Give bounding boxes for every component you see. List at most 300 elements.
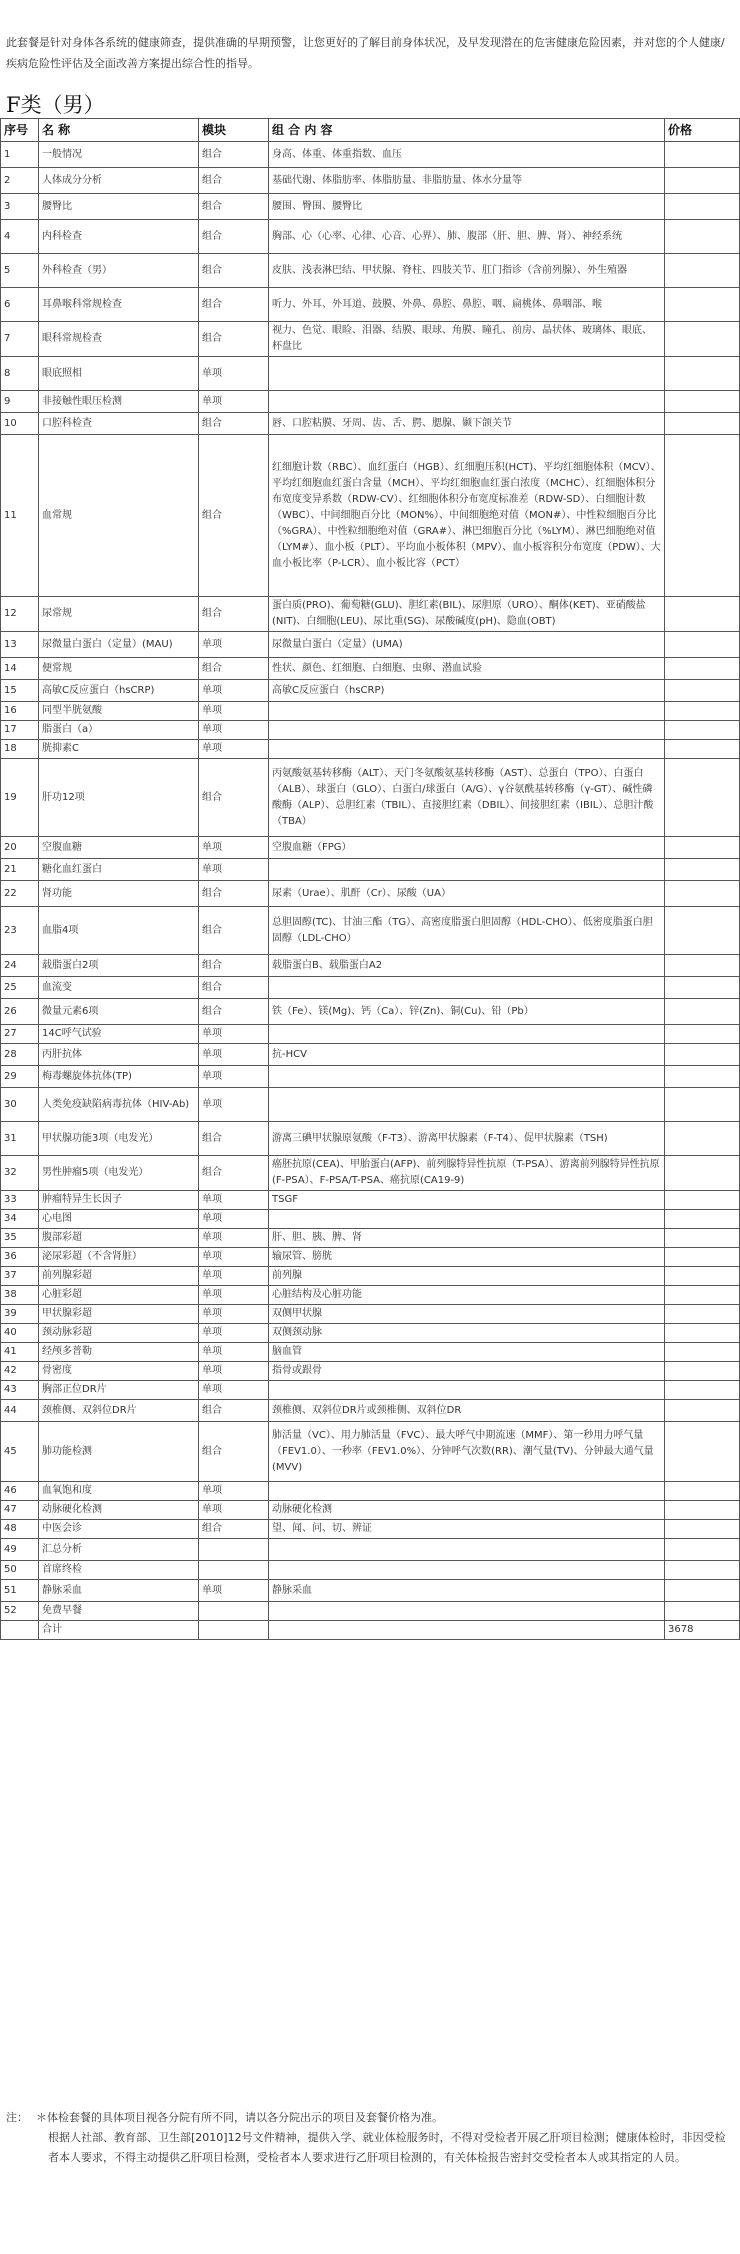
item-module: 单项	[199, 391, 269, 413]
item-price	[665, 977, 740, 999]
item-name: 静脉采血	[39, 1580, 199, 1602]
total-module-cell	[199, 1621, 269, 1640]
item-price	[665, 1362, 740, 1381]
item-price	[665, 955, 740, 977]
row-number: 37	[1, 1267, 39, 1286]
row-number: 50	[1, 1561, 39, 1580]
table-row	[1, 999, 740, 1025]
row-number: 10	[1, 413, 39, 435]
item-module: 单项	[199, 680, 269, 702]
item-content: 心脏结构及心脏功能	[269, 1286, 665, 1305]
item-name: 经颅多普勒	[39, 1343, 199, 1362]
item-price	[665, 435, 740, 597]
item-module: 单项	[199, 1482, 269, 1501]
item-content: 颈椎侧、双斜位DR片或颈椎侧、双斜位DR	[269, 1400, 665, 1422]
item-module: 单项	[199, 357, 269, 391]
table-row	[1, 1602, 740, 1621]
item-price	[665, 194, 740, 220]
table-row	[1, 391, 740, 413]
total-row	[1, 1621, 740, 1640]
item-price	[665, 1400, 740, 1422]
item-content	[269, 1066, 665, 1088]
table-row	[1, 1229, 740, 1248]
item-content	[269, 1561, 665, 1580]
table-row	[1, 142, 740, 168]
item-module: 组合	[199, 1400, 269, 1422]
row-number: 44	[1, 1400, 39, 1422]
row-number: 28	[1, 1044, 39, 1066]
table-row	[1, 1122, 740, 1156]
item-name: 糖化血红蛋白	[39, 859, 199, 881]
item-module: 组合	[199, 759, 269, 837]
notes-label: 注：	[6, 2111, 28, 2124]
package-title: F类（男）	[6, 93, 105, 117]
table-row	[1, 1324, 740, 1343]
item-content: 望、闻、问、切、辨证	[269, 1520, 665, 1539]
item-name: 免费早餐	[39, 1602, 199, 1621]
item-module: 组合	[199, 1156, 269, 1191]
item-content	[269, 1381, 665, 1400]
item-name: 肺功能检测	[39, 1422, 199, 1482]
row-number: 16	[1, 702, 39, 721]
item-price	[665, 1267, 740, 1286]
item-module: 单项	[199, 1191, 269, 1210]
total-price: 3678	[665, 1621, 740, 1640]
table-row	[1, 1191, 740, 1210]
item-module: 单项	[199, 632, 269, 658]
row-number: 14	[1, 658, 39, 680]
item-name: 颈椎侧、双斜位DR片	[39, 1400, 199, 1422]
item-price	[665, 1580, 740, 1602]
item-name: 前列腺彩超	[39, 1267, 199, 1286]
item-price	[665, 1088, 740, 1122]
table-row	[1, 881, 740, 907]
item-price	[665, 1305, 740, 1324]
row-number: 34	[1, 1210, 39, 1229]
item-name: 便常规	[39, 658, 199, 680]
item-name: 血脂4项	[39, 907, 199, 955]
row-number: 17	[1, 721, 39, 740]
item-content: 抗-HCV	[269, 1044, 665, 1066]
item-price	[665, 322, 740, 357]
table-row	[1, 1286, 740, 1305]
item-name: 微量元素6项	[39, 999, 199, 1025]
item-name: 肿瘤特异生长因子	[39, 1191, 199, 1210]
row-number: 3	[1, 194, 39, 220]
item-module: 组合	[199, 955, 269, 977]
item-module: 单项	[199, 1324, 269, 1343]
item-module: 组合	[199, 881, 269, 907]
table-row	[1, 1088, 740, 1122]
item-module: 组合	[199, 254, 269, 288]
item-price	[665, 1248, 740, 1267]
item-name: 丙肝抗体	[39, 1044, 199, 1066]
item-module: 单项	[199, 1381, 269, 1400]
item-content: 双侧颈动脉	[269, 1324, 665, 1343]
row-number: 20	[1, 837, 39, 859]
item-module: 单项	[199, 1248, 269, 1267]
item-price	[665, 1602, 740, 1621]
item-content: 肺活量（VC）、用力肺活量（FVC）、最大呼气中期流速（MMF）、第一秒用力呼气量（FEV1.0）、一秒率（FEV1.0%）、分钟呼气次数(RR)、潮气量(TV)、分钟最大通气量(MVV)	[269, 1422, 665, 1482]
item-content	[269, 859, 665, 881]
table-row	[1, 1561, 740, 1580]
item-price	[665, 1286, 740, 1305]
item-price	[665, 837, 740, 859]
table-row	[1, 1580, 740, 1602]
table-row	[1, 1044, 740, 1066]
row-number: 39	[1, 1305, 39, 1324]
table-row	[1, 955, 740, 977]
table-row	[1, 1025, 740, 1044]
item-price	[665, 1066, 740, 1088]
item-content	[269, 977, 665, 999]
total-label: 合计	[39, 1621, 199, 1640]
item-content: 丙氨酸氨基转移酶（ALT）、天门冬氨酸氨基转移酶（AST）、总蛋白（TPO）、白蛋白（ALB）、球蛋白（GLO）、白蛋白/球蛋白（A/G）、γ谷氨酰基转移酶（γ-GT）、碱性磷酸酶（ALP）、总胆红素（TBIL）、直接胆红素（DBIL）、间接胆红素（IBIL）、总胆汁酸（TBA）	[269, 759, 665, 837]
row-number: 27	[1, 1025, 39, 1044]
item-price	[665, 658, 740, 680]
row-number: 42	[1, 1362, 39, 1381]
item-content: 皮肤、浅表淋巴结、甲状腺、脊柱、四肢关节、肛门指诊（含前列腺）、外生殖器	[269, 254, 665, 288]
item-name: 动脉硬化检测	[39, 1501, 199, 1520]
item-content: 脑血管	[269, 1343, 665, 1362]
item-module: 单项	[199, 721, 269, 740]
item-name: 心电图	[39, 1210, 199, 1229]
item-name: 甲状腺功能3项（电发光）	[39, 1122, 199, 1156]
item-name: 中医会诊	[39, 1520, 199, 1539]
item-content: 双侧甲状腺	[269, 1305, 665, 1324]
item-content	[269, 357, 665, 391]
row-number: 29	[1, 1066, 39, 1088]
item-name: 外科检查（男）	[39, 254, 199, 288]
item-price	[665, 1561, 740, 1580]
item-name: 人类免疫缺陷病毒抗体（HIV-Ab)	[39, 1088, 199, 1122]
table-row	[1, 1362, 740, 1381]
item-module: 组合	[199, 977, 269, 999]
table-row	[1, 168, 740, 194]
table-row	[1, 658, 740, 680]
row-number: 1	[1, 142, 39, 168]
item-module: 组合	[199, 597, 269, 632]
item-price	[665, 391, 740, 413]
item-name: 载脂蛋白2项	[39, 955, 199, 977]
item-price	[665, 759, 740, 837]
item-module: 组合	[199, 1122, 269, 1156]
item-module: 组合	[199, 907, 269, 955]
row-number: 26	[1, 999, 39, 1025]
item-price	[665, 721, 740, 740]
item-content: 尿素（Urae）、肌酐（Cr）、尿酸（UA）	[269, 881, 665, 907]
item-content	[269, 702, 665, 721]
table-row	[1, 194, 740, 220]
row-number: 9	[1, 391, 39, 413]
item-name: 一般情况	[39, 142, 199, 168]
row-number: 19	[1, 759, 39, 837]
item-name: 口腔科检查	[39, 413, 199, 435]
item-content: 胸部、心（心率、心律、心音、心界）、肺、腹部（肝、胆、脾、肾）、神经系统	[269, 220, 665, 254]
row-number: 7	[1, 322, 39, 357]
header-module: 模块	[199, 119, 269, 142]
row-number: 2	[1, 168, 39, 194]
item-module: 单项	[199, 1343, 269, 1362]
item-module: 组合	[199, 288, 269, 322]
row-number: 11	[1, 435, 39, 597]
table-row	[1, 1539, 740, 1561]
table-row	[1, 907, 740, 955]
item-content: 前列腺	[269, 1267, 665, 1286]
item-content: 铁（Fe）、镁(Mg)、钙（Ca）、锌(Zn)、铜(Cu)、铅（Pb）	[269, 999, 665, 1025]
item-name: 空腹血糖	[39, 837, 199, 859]
item-price	[665, 999, 740, 1025]
item-content: 腰围、臀围、腰臀比	[269, 194, 665, 220]
item-name: 14C呼气试验	[39, 1025, 199, 1044]
table-row	[1, 1210, 740, 1229]
item-name: 腹部彩超	[39, 1229, 199, 1248]
item-name: 血氧饱和度	[39, 1482, 199, 1501]
table-row	[1, 740, 740, 759]
notes-line-1: ＊体检套餐的具体项目视各分院有所不同，请以各分院出示的项目及套餐价格为准。	[36, 2111, 443, 2124]
item-price	[665, 254, 740, 288]
header-name: 名 称	[39, 119, 199, 142]
table-row	[1, 680, 740, 702]
table-row	[1, 1501, 740, 1520]
item-name: 耳鼻喉科常规检查	[39, 288, 199, 322]
item-content: 静脉采血	[269, 1580, 665, 1602]
item-content: 性状、颜色、红细胞、白细胞、虫卵、潜血试验	[269, 658, 665, 680]
item-price	[665, 1381, 740, 1400]
item-module: 组合	[199, 999, 269, 1025]
table-row	[1, 1381, 740, 1400]
row-number: 18	[1, 740, 39, 759]
item-price	[665, 288, 740, 322]
item-name: 首席终检	[39, 1561, 199, 1580]
row-number: 15	[1, 680, 39, 702]
item-module: 单项	[199, 1501, 269, 1520]
item-module: 单项	[199, 1229, 269, 1248]
row-number: 43	[1, 1381, 39, 1400]
notes-line-2: 根据人社部、教育部、卫生部[2010]12号文件精神，提供入学、就业体检服务时，不得对受检者开展乙肝项目检测；健康体检时，非因受检者本人要求，不得主动提供乙肝项目检测，受检者本人要求进行乙肝项目检测的，有关体检报告密封交受检者本人或其指定的人员。	[48, 2131, 726, 2164]
table-row	[1, 702, 740, 721]
item-content	[269, 740, 665, 759]
row-number: 30	[1, 1088, 39, 1122]
item-module: 单项	[199, 1088, 269, 1122]
item-price	[665, 1501, 740, 1520]
item-price	[665, 632, 740, 658]
item-name: 同型半胱氨酸	[39, 702, 199, 721]
item-content: 尿微量白蛋白（定量）(UMA)	[269, 632, 665, 658]
item-module: 单项	[199, 837, 269, 859]
table-row	[1, 357, 740, 391]
table-row	[1, 977, 740, 999]
item-price	[665, 413, 740, 435]
item-name: 男性肿瘤5项（电发光）	[39, 1156, 199, 1191]
item-module: 单项	[199, 740, 269, 759]
item-price	[665, 1229, 740, 1248]
item-content	[269, 1602, 665, 1621]
row-number: 31	[1, 1122, 39, 1156]
row-number: 52	[1, 1602, 39, 1621]
item-name: 肝功12项	[39, 759, 199, 837]
item-module: 组合	[199, 658, 269, 680]
item-module: 单项	[199, 1267, 269, 1286]
table-row	[1, 721, 740, 740]
item-name: 尿微量白蛋白（定量）(MAU)	[39, 632, 199, 658]
item-price	[665, 1210, 740, 1229]
table-row	[1, 1343, 740, 1362]
item-content	[269, 391, 665, 413]
item-price	[665, 1520, 740, 1539]
item-content: 总胆固醇(TC)、甘油三酯（TG）、高密度脂蛋白胆固醇（HDL-CHO）、低密度脂蛋白胆固醇（LDL-CHO）	[269, 907, 665, 955]
item-price	[665, 680, 740, 702]
row-number: 40	[1, 1324, 39, 1343]
row-number: 12	[1, 597, 39, 632]
item-module: 组合	[199, 220, 269, 254]
item-price	[665, 1191, 740, 1210]
item-content: 肝、胆、胰、脾、肾	[269, 1229, 665, 1248]
item-content: 输尿管、膀胱	[269, 1248, 665, 1267]
table-row	[1, 1267, 740, 1286]
row-number: 32	[1, 1156, 39, 1191]
item-name: 胱抑素C	[39, 740, 199, 759]
item-module: 组合	[199, 194, 269, 220]
item-name: 血常规	[39, 435, 199, 597]
item-price	[665, 1482, 740, 1501]
item-price	[665, 740, 740, 759]
item-price	[665, 1156, 740, 1191]
intro-text: 此套餐是针对身体各系统的健康筛查，提供准确的早期预警，让您更好的了解目前身体状况，及早发现潜在的危害健康危险因素，并对您的个人健康/疾病危险性评估及全面改善方案提出综合性的指导。	[6, 36, 725, 70]
row-number: 22	[1, 881, 39, 907]
item-name: 血流变	[39, 977, 199, 999]
item-content	[269, 721, 665, 740]
row-number: 25	[1, 977, 39, 999]
table-row	[1, 288, 740, 322]
table-row	[1, 254, 740, 288]
row-number: 24	[1, 955, 39, 977]
item-content: 游离三碘甲状腺原氨酸（F-T3）、游离甲状腺素（F-T4）、促甲状腺素（TSH)	[269, 1122, 665, 1156]
item-name: 内科检查	[39, 220, 199, 254]
item-price	[665, 859, 740, 881]
table-row	[1, 759, 740, 837]
item-price	[665, 1539, 740, 1561]
item-name: 颈动脉彩超	[39, 1324, 199, 1343]
table-row	[1, 1422, 740, 1482]
item-module: 组合	[199, 435, 269, 597]
item-module: 单项	[199, 1362, 269, 1381]
total-no-cell	[1, 1621, 39, 1640]
item-content: 动脉硬化检测	[269, 1501, 665, 1520]
item-content: TSGF	[269, 1191, 665, 1210]
item-content: 唇、口腔粘膜、牙周、齿、舌、腭、腮腺、颞下颌关节	[269, 413, 665, 435]
item-name: 尿常规	[39, 597, 199, 632]
item-content	[269, 1539, 665, 1561]
item-price	[665, 1343, 740, 1362]
item-module	[199, 1561, 269, 1580]
notes	[6, 2108, 732, 2168]
row-number: 51	[1, 1580, 39, 1602]
package-table	[0, 118, 740, 1640]
table-row	[1, 413, 740, 435]
item-module: 组合	[199, 142, 269, 168]
table-row	[1, 435, 740, 597]
item-name: 眼科常规检查	[39, 322, 199, 357]
item-name: 汇总分析	[39, 1539, 199, 1561]
table-row	[1, 322, 740, 357]
item-content: 红细胞计数（RBC）、血红蛋白（HGB）、红细胞压积(HCT)、平均红细胞体积（MCV）、平均红细胞血红蛋白含量（MCH）、平均红细胞血红蛋白浓度（MCHC）、红细胞体积分布宽度变异系数（RDW-CV）、红细胞体积分布宽度标准差（RDW-SD）、白细胞计数（WBC）、中间细胞百分比（MON%）、中间细胞绝对值（MON#）、中性粒细胞百分比（%GRA）、中性粒细胞绝对值（GRA#）、淋巴细胞百分比（%LYM）、淋巴细胞绝对值（LYM#）、血小板（PLT）、平均血小板体积（MPV）、血小板容积分布宽度（PDW）、大血小板比率（P-LCR）、血小板比容（PCT）	[269, 435, 665, 597]
item-module: 单项	[199, 1305, 269, 1324]
item-price	[665, 1422, 740, 1482]
item-module: 单项	[199, 1044, 269, 1066]
table-row	[1, 1305, 740, 1324]
item-module: 组合	[199, 1520, 269, 1539]
item-content	[269, 1025, 665, 1044]
item-name: 高敏C反应蛋白（hsCRP)	[39, 680, 199, 702]
item-content: 空腹血糖（FPG）	[269, 837, 665, 859]
item-price	[665, 1044, 740, 1066]
item-price	[665, 357, 740, 391]
item-content: 载脂蛋白B、载脂蛋白A2	[269, 955, 665, 977]
item-module: 单项	[199, 702, 269, 721]
table-row	[1, 1248, 740, 1267]
item-module: 组合	[199, 413, 269, 435]
item-price	[665, 702, 740, 721]
header-content: 组 合 内 容	[269, 119, 665, 142]
item-name: 眼底照相	[39, 357, 199, 391]
item-module: 组合	[199, 168, 269, 194]
row-number: 46	[1, 1482, 39, 1501]
item-price	[665, 1122, 740, 1156]
item-content: 癌胚抗原(CEA)、甲胎蛋白(AFP)、前列腺特异性抗原（T-PSA）、游离前列腺特异性抗原(F-PSA）、F-PSA/T-PSA、癌抗原(CA19-9)	[269, 1156, 665, 1191]
item-module: 单项	[199, 1066, 269, 1088]
row-number: 38	[1, 1286, 39, 1305]
item-content: 视力、色觉、眼睑、泪器、结膜、眼球、角膜、瞳孔、前房、晶状体、玻璃体、眼底、杯盘比	[269, 322, 665, 357]
item-module	[199, 1539, 269, 1561]
table-row	[1, 837, 740, 859]
row-number: 35	[1, 1229, 39, 1248]
row-number: 49	[1, 1539, 39, 1561]
table-row	[1, 1520, 740, 1539]
item-name: 胸部正位DR片	[39, 1381, 199, 1400]
table-row	[1, 1482, 740, 1501]
item-content	[269, 1088, 665, 1122]
item-content: 蛋白质(PRO)、葡萄糖(GLU)、胆红素(BIL)、尿胆原（URO）、酮体(KET)、亚硝酸盐(NIT)、白细胞(LEU)、尿比重(SG)、尿酸碱度(pH)、隐血(OBT)	[269, 597, 665, 632]
item-name: 骨密度	[39, 1362, 199, 1381]
row-number: 36	[1, 1248, 39, 1267]
item-module: 组合	[199, 1422, 269, 1482]
item-price	[665, 907, 740, 955]
item-module: 单项	[199, 1580, 269, 1602]
item-name: 腰臀比	[39, 194, 199, 220]
item-price	[665, 1324, 740, 1343]
table-row	[1, 597, 740, 632]
item-price	[665, 881, 740, 907]
item-name: 甲状腺彩超	[39, 1305, 199, 1324]
item-module: 单项	[199, 1210, 269, 1229]
table-row	[1, 859, 740, 881]
table-row	[1, 220, 740, 254]
table-row	[1, 1400, 740, 1422]
item-module: 组合	[199, 322, 269, 357]
item-name: 脂蛋白（a）	[39, 721, 199, 740]
item-content: 听力、外耳、外耳道、鼓膜、外鼻、鼻腔、鼻腔、咽、扁桃体、鼻咽部、喉	[269, 288, 665, 322]
table-row	[1, 632, 740, 658]
item-name: 肾功能	[39, 881, 199, 907]
item-name: 人体成分分析	[39, 168, 199, 194]
item-content	[269, 1482, 665, 1501]
item-name: 泌尿彩超（不含肾脏）	[39, 1248, 199, 1267]
item-name: 非接触性眼压检测	[39, 391, 199, 413]
row-number: 41	[1, 1343, 39, 1362]
row-number: 33	[1, 1191, 39, 1210]
header-price: 价格	[665, 119, 740, 142]
